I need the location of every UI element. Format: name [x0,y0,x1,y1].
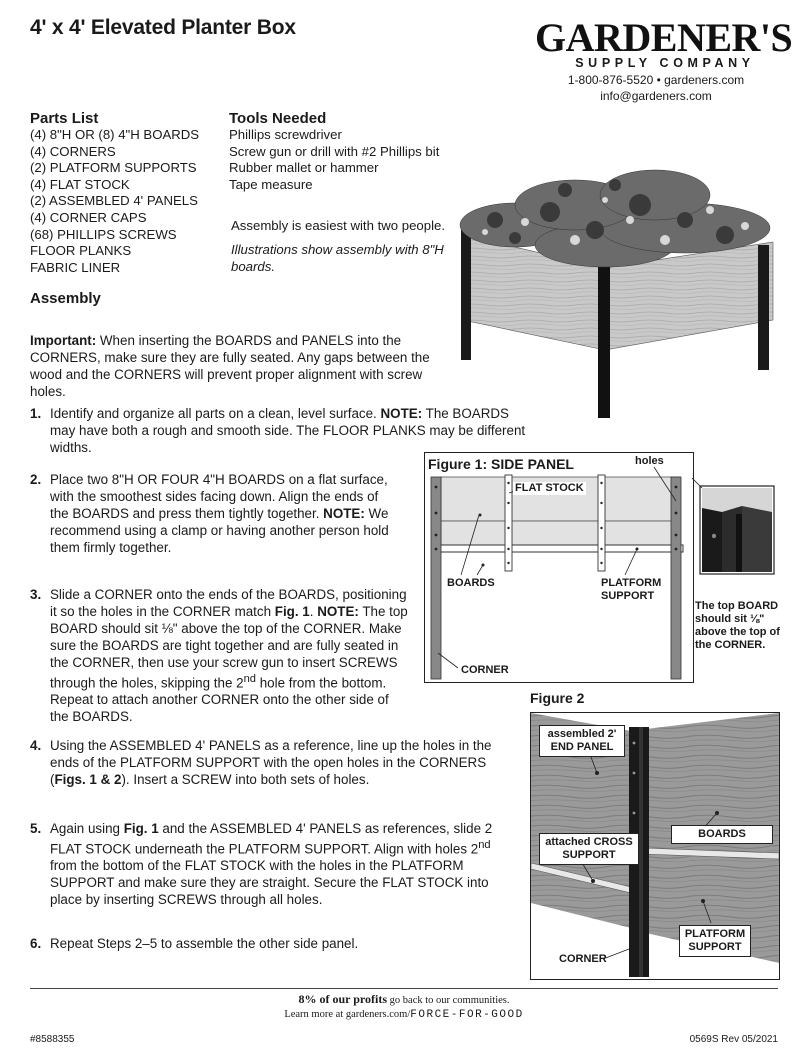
revision: 0569S Rev 05/2021 [689,1034,778,1045]
parts-heading: Parts List [30,110,99,127]
tools-list-item: Rubber mallet or hammer [229,160,379,176]
parts-list-item: (68) PHILLIPS SCREWS [30,226,177,242]
tools-heading: Tools Needed [229,110,327,127]
parts-list-item: (4) FLAT STOCK [30,176,130,192]
holes-label: holes [635,455,664,467]
step-2 [30,471,390,556]
parts-list-item: FLOOR PLANKS [30,243,132,259]
brand-logo: GARDENER'S [535,15,793,60]
learn-more-text: Learn more at gardeners.com/ [284,1009,411,1020]
step-text: Slide a CORNER onto the ends of the BOARDS, positioning it so the holes in the CORNER match Fig. 1. NOTE: The top BOARD should sit ⅛" above the top of the CORNER. Make sure the BOARDS are tight together and are fully seated in the CORNER, then use your screw gun to insert SCREWS through the holes, skipping the 2nd hole from the bottom. Repeat to attach another CORNER onto the other side of the BOARDS. [50,587,408,725]
brand-tagline: SUPPLY COMPANY [575,56,755,70]
step-text: Place two 8"H OR FOUR 4"H BOARDS on a flat surface, with the smoothest sides facing down. Align the ends of the BOARDS and press them tightly together. NOTE: We recommend using a clamp or having another person hold them firmly together. [50,472,389,555]
phone-web: 1-800-876-5520 • gardeners.com [567,73,745,87]
profits-rest: go back to our communities. [387,995,510,1006]
corner-label: CORNER [559,953,607,965]
planter-photo [455,150,785,425]
end-panel-label: assembled 2' END PANEL [539,725,625,757]
force-for-good-link[interactable]: FORCE-FOR-GOOD [410,1009,524,1021]
step-4 [30,737,518,788]
step-number: 5. [30,821,42,836]
step-number: 2. [30,472,42,487]
corner-label: CORNER [461,664,509,676]
email: info@gardeners.com [600,89,712,103]
two-people-note: Assembly is easiest with two people. [231,218,446,233]
step-text: Using the ASSEMBLED 4' PANELS as a reference, line up the holes in the ends of the PLATFORM SUPPORT with the open holes in the CORNERS (Figs. 1 & 2). Insert a SCREW into both sets of holes. [50,738,492,787]
footer-profits [0,992,808,1007]
parts-list-item: (2) PLATFORM SUPPORTS [30,160,197,176]
flat-stock-label: FLAT STOCK [515,482,584,494]
tools-list-item: Tape measure [229,176,313,192]
platform-support-label: PLATFORM SUPPORT [679,925,751,957]
important-text: When inserting the BOARDS and PANELS into the CORNERS, make sure they are fully seated. Any gaps between the wood and the CORNERS will prevent proper alignment with screw holes. [30,333,430,399]
parts-list-item: (4) 8"H OR (8) 4"H BOARDS [30,127,200,142]
tools-list-item: Screw gun or drill with #2 Phillips bit [229,143,440,159]
illustration-note: Illustrations show assembly with 8"H boards. [231,242,444,274]
assembly-heading: Assembly [30,290,101,307]
step-number: 6. [30,936,42,951]
step-5 [30,820,518,908]
footer-divider [30,988,778,989]
boards-label: BOARDS [671,825,773,844]
tools-list [229,110,459,193]
tools-items [229,127,459,193]
step-6 [30,935,518,952]
important-note [30,332,450,400]
figure-2 [530,712,780,980]
tools-list-item: Phillips screwdriver [229,127,342,142]
cross-support-label: attached CROSS SUPPORT [539,833,639,865]
figure-1-title: Figure 1: SIDE PANEL [428,456,574,472]
step-text: Identify and organize all parts on a clean, level surface. NOTE: The BOARDS may have both a rough and smooth side. The FLOOR PLANKS may be different widths. [50,406,526,455]
step-3 [30,586,410,725]
boards-label: BOARDS [447,577,495,589]
corner-inset-photo [692,478,782,598]
parts-list [30,110,230,276]
important-label: Important: [30,333,97,348]
step-number: 4. [30,738,42,753]
step-number: 3. [30,587,42,602]
step-text: Repeat Steps 2–5 to assemble the other side panel. [50,936,359,951]
parts-list-item: FABRIC LINER [30,259,121,275]
inset-note: The top BOARD should sit ⅛" above the top of the CORNER. [695,600,780,651]
step-text: Again using Fig. 1 and the ASSEMBLED 4' PANELS as references, slide 2 FLAT STOCK underneath the PLATFORM SUPPORT. Align with holes 2nd from the bottom of the FLAT STOCK with the holes in the PLATFORM SUPPORT and make sure they are straight. Secure the FLAT STOCK into place by inserting SCREWS through all holes. [50,821,493,908]
step-number: 1. [30,406,42,421]
figure-2-title: Figure 2 [530,690,585,706]
parts-list-item: (2) ASSEMBLED 4' PANELS [30,193,198,209]
contact-info [530,72,782,104]
platform-support-label: PLATFORM SUPPORT [601,577,662,602]
footer-learn-more [0,1009,808,1021]
page-title: 4' x 4' Elevated Planter Box [30,16,296,39]
profits-bold: 8% of our profits [298,992,388,1006]
item-number: #8588355 [30,1034,75,1045]
step-1 [30,405,535,456]
figure-1 [424,452,694,683]
parts-items [30,127,230,276]
parts-list-item: (4) CORNER CAPS [30,209,147,225]
parts-list-item: (4) CORNERS [30,143,116,159]
